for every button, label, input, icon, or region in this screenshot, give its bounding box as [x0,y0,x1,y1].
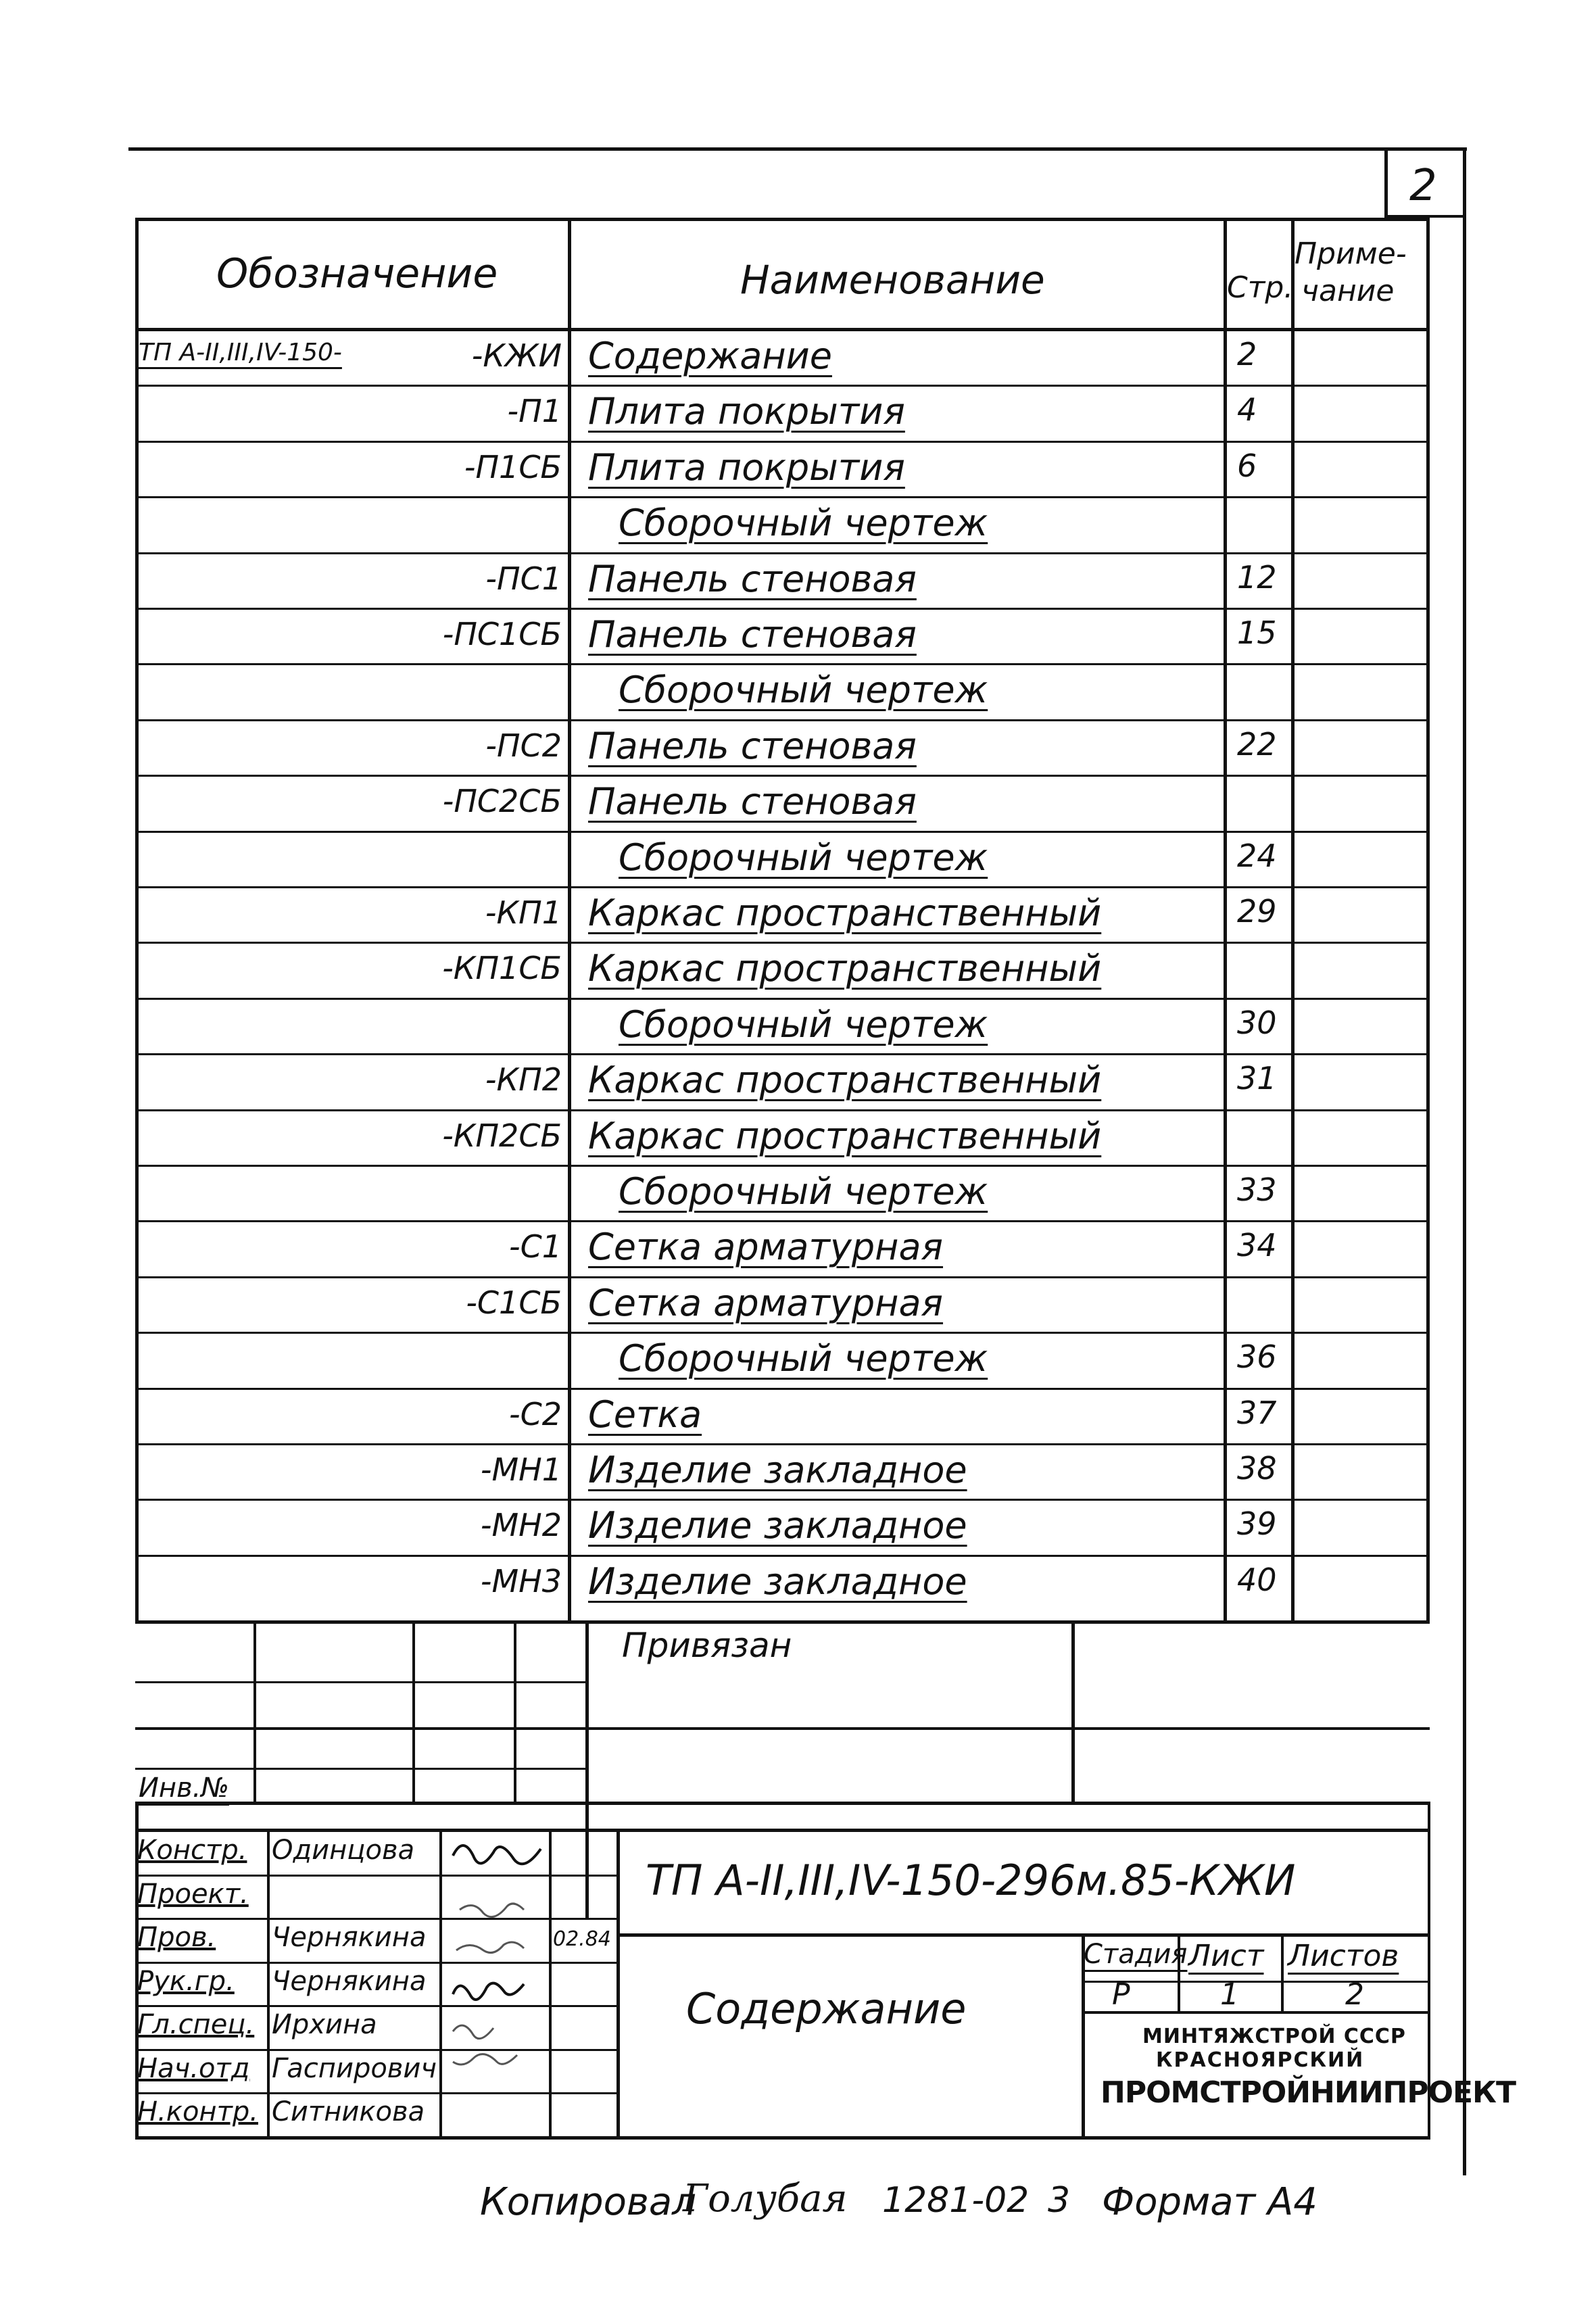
row-divider [135,608,1430,610]
row-name: Изделие закладное [588,1449,967,1491]
tb-bottom [135,2136,1430,2140]
signature-sitnikova [453,2054,517,2065]
row-name: Каркас пространственный [588,1115,1102,1157]
col-line-3 [1291,218,1295,1624]
row-name: Плита покрытия [588,446,905,489]
row-divider [135,496,1430,498]
doc-name: Содержание [686,1984,967,2033]
drawing-code: ТП А-II,III,IV-150-296м.85-КЖИ [646,1856,1296,1905]
footer-copied: Копировал [480,2180,696,2224]
privyazan-label: Привязан [622,1626,792,1665]
row-name: Каркас пространственный [588,1059,1102,1101]
row-code: -КП1СБ [442,950,562,986]
tb-stage-row-2 [1082,2011,1430,2014]
row-prefix: ТП А-II,III,IV-150- [139,339,342,366]
row-page: 33 [1237,1172,1277,1208]
row-name: Сетка арматурная [588,1282,944,1324]
footer-format: Формат А4 [1102,2180,1317,2224]
row-page: 6 [1237,448,1257,484]
sheet-label: Лист [1188,1939,1264,1973]
signature-irkhina [453,1983,524,2000]
tb-role: Гл.спец. [137,2009,255,2040]
lower-col-b [412,1620,415,1803]
row-divider [135,831,1430,833]
col-line-1 [568,218,571,1624]
signature-odintsova [453,1845,541,1864]
row-divider [135,441,1430,443]
sheet-box-left [1384,147,1388,215]
row-page: 37 [1237,1395,1277,1431]
signature-gaspirovich [453,2025,493,2039]
lower-top [135,1620,1430,1624]
tb-stage-col-2 [1281,1933,1284,2013]
row-divider [135,1499,1430,1501]
row-divider [135,1276,1430,1278]
tb-name: Чернякина [272,1922,427,1953]
header-note-2: чание [1301,274,1395,308]
sheet-value: 1 [1220,1977,1239,2012]
row-name: Плита покрытия [588,390,905,433]
tb-role: Проект. [137,1879,249,1910]
row-name: Содержание [588,335,832,377]
row-divider [135,1388,1430,1390]
row-name: Каркас пространственный [588,947,1102,990]
row-divider [135,1220,1430,1222]
row-divider [135,552,1430,554]
tb-role: Констр. [137,1835,247,1866]
header-designation: Обозначение [216,250,498,297]
row-code: -С2 [509,1396,562,1432]
tb-date: 02.84 [553,1927,611,1951]
stage-value: Р [1112,1977,1130,2012]
row-name: Сборочный чертеж [619,1170,988,1213]
sheets-label: Листов [1288,1939,1399,1973]
row-name: Панель стеновая [588,558,917,600]
row-page: 12 [1237,559,1277,596]
tb-name: Одинцова [272,1835,415,1866]
header-bottom [135,328,1430,331]
row-name: Панель стеновая [588,613,917,656]
tb-name: Гаспирович [272,2053,437,2084]
tb-role: Рук.гр. [137,1966,235,1997]
row-code: -С1 [509,1228,562,1265]
lower-col-e [1071,1620,1075,1803]
frame-right [1463,147,1466,2175]
org-line-1: МИНТЯЖСТРОЙ СССР [1142,2025,1406,2048]
row-divider [135,1109,1430,1111]
org-line-3: ПРОМСТРОЙНИИПРОЕКТ [1101,2075,1516,2110]
row-divider [135,1165,1430,1167]
tb-role: Н.контр. [137,2096,258,2127]
stage-label: Стадия [1084,1939,1188,1970]
row-divider [135,942,1430,944]
row-code: -ПС2 [485,727,562,764]
lower-col-c [514,1620,516,1803]
row-divider [135,886,1430,888]
row-page: 40 [1237,1562,1277,1598]
top-rule [128,147,1467,151]
header-note-1: Приме- [1295,237,1407,271]
tb-role: Пров. [137,1922,216,1953]
row-page: 30 [1237,1005,1277,1041]
sheets-value: 2 [1345,1977,1364,2012]
footer-copier-signature: Голубая [683,2177,848,2221]
row-name: Сетка [588,1393,702,1436]
lower-row-3 [135,1768,588,1770]
row-divider [135,998,1430,1000]
org-line-2: КРАСНОЯРСКИЙ [1156,2048,1365,2072]
row-code: -КП2СБ [442,1117,562,1154]
row-page: 4 [1237,391,1257,428]
tb-name: Чернякина [272,1966,427,1997]
row-page: 34 [1237,1227,1277,1263]
row-name: Панель стеновая [588,725,917,767]
lower-col-a [253,1620,256,1803]
row-name: Сборочный чертеж [619,836,988,879]
signatures [439,1829,619,2140]
footer-order: 1281-02 [882,2180,1030,2221]
row-page: 29 [1237,893,1277,930]
header-page: Стр. [1227,270,1294,305]
row-name: Сборочный чертеж [619,1337,988,1380]
tb-role: Нач.отд [137,2053,250,2084]
tb-stage-row-1 [1082,1981,1430,1983]
row-page: 22 [1237,726,1277,763]
inv-label: Инв.№ [139,1772,229,1804]
row-code: -ПС1СБ [442,616,562,652]
signature-chernyakina-2 [456,1942,524,1953]
row-name: Панель стеновая [588,780,917,823]
row-code: -КП1 [485,894,562,931]
row-page: 39 [1237,1505,1277,1542]
row-name: Сборочный чертеж [619,502,988,544]
col-line-2 [1224,218,1227,1624]
row-divider [135,719,1430,721]
row-divider [135,663,1430,665]
row-code: -КП2 [485,1061,562,1098]
lower-row-1 [135,1681,588,1683]
row-name: Изделие закладное [588,1504,967,1547]
signature-chernyakina-1 [460,1904,524,1917]
footer-num: 3 [1048,2180,1071,2221]
row-name: Сборочный чертеж [619,1003,988,1046]
row-code: -МН2 [480,1507,562,1543]
tb-name: Ирхина [272,2009,377,2040]
row-divider [135,385,1430,387]
row-divider [135,1332,1430,1334]
row-page: 24 [1237,838,1277,874]
row-divider [135,1443,1430,1445]
row-code: -МН1 [480,1451,562,1488]
sheet-number: 2 [1409,161,1437,211]
row-page: 2 [1237,336,1257,372]
row-page: 36 [1237,1338,1277,1375]
row-code: -П1 [507,393,562,429]
row-code: -КЖИ [471,337,562,374]
row-divider [135,1555,1430,1557]
row-page: 15 [1237,614,1277,651]
header-name: Наименование [740,257,1045,303]
tb-code-bottom [616,1933,1430,1937]
row-divider [135,775,1430,777]
tb-row-top [135,1829,1430,1832]
row-name: Изделие закладное [588,1560,967,1603]
lower-row-2 [135,1727,1430,1730]
row-divider [135,1053,1430,1055]
row-code: -ПС2СБ [442,783,562,819]
row-name: Сетка арматурная [588,1226,944,1268]
row-name: Каркас пространственный [588,892,1102,934]
row-code: -П1СБ [464,449,562,485]
row-page: 31 [1237,1060,1277,1096]
lower-row-4 [135,1802,1430,1805]
row-code: -С1СБ [466,1284,562,1321]
row-page: 38 [1237,1450,1277,1487]
row-code: -ПС1 [485,560,562,597]
row-name: Сборочный чертеж [619,669,988,711]
row-code: -МН3 [480,1563,562,1599]
tb-name: Ситникова [272,2096,425,2127]
